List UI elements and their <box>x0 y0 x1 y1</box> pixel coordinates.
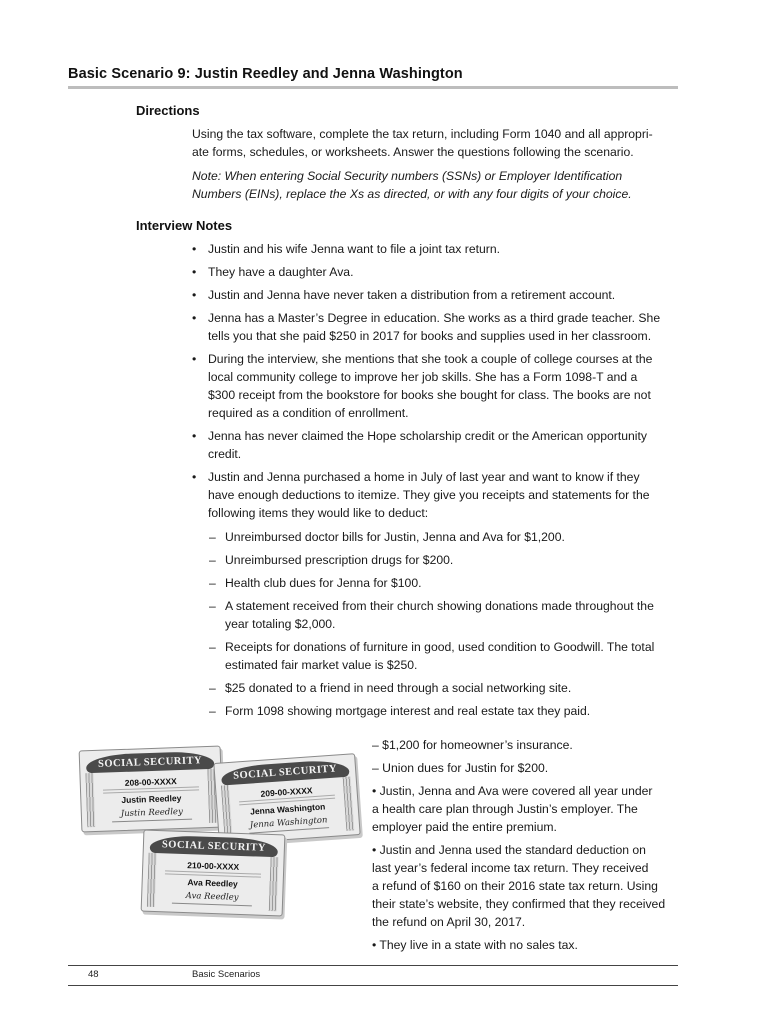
list-item-line: • Justin and Jenna used the standard deduction on <box>372 843 646 857</box>
card-ssn: 209-00-XXXX <box>260 785 313 799</box>
social-security-card-jenna <box>213 753 360 845</box>
list-item-line: the refund on April 30, 2017. <box>372 915 526 929</box>
list-item <box>192 263 674 281</box>
list-item <box>209 597 675 633</box>
list-item <box>209 679 675 697</box>
deduction-items-list <box>209 528 675 725</box>
footer-page-number: 48 <box>88 969 99 980</box>
list-item-line: Justin and his wife Jenna want to file a joint tax return. <box>208 242 500 256</box>
page-title: Basic Scenario 9: Justin Reedley and Jenna Washington <box>68 66 463 82</box>
card-signature-line <box>112 819 192 823</box>
dash-icon: – <box>209 530 216 544</box>
list-item-line: Receipts for donations of furniture in good, used condition to Goodwill. The total <box>225 640 655 654</box>
directions-heading: Directions <box>136 103 200 118</box>
dash-icon: – <box>209 704 216 718</box>
dash-icon: – <box>209 576 216 590</box>
list-item-line: Unreimbursed doctor bills for Justin, Jenna and Ava for $1,200. <box>225 530 565 544</box>
list-item <box>372 936 678 954</box>
card-name: Ava Reedley <box>187 877 238 889</box>
list-item-line: tells you that she paid $250 in 2017 for books and supplies used in her classroom. <box>208 329 652 343</box>
list-item-line: Justin and Jenna have never taken a distribution from a retirement account. <box>208 288 616 302</box>
bullet-icon: • <box>192 288 197 302</box>
interview-notes-heading: Interview Notes <box>136 218 233 233</box>
list-item-line: required as a condition of enrollment. <box>208 406 409 420</box>
dash-icon: – <box>209 599 216 613</box>
card-banner: SOCIAL SECURITY <box>221 759 350 786</box>
list-item <box>192 468 674 522</box>
list-item-line: have enough deductions to itemize. They give you receipts and statements for the <box>208 488 650 502</box>
list-item-line: They have a daughter Ava. <box>208 265 354 279</box>
list-item <box>209 702 675 720</box>
bullet-icon: • <box>192 311 197 325</box>
list-item-line: Health club dues for Jenna for $100. <box>225 576 422 590</box>
list-item-line: Form 1098 showing mortgage interest and real estate tax they paid. <box>225 704 591 718</box>
list-item <box>192 309 674 345</box>
footer-divider <box>68 965 678 966</box>
list-item-line: $300 receipt from the bookstore for books she bought for class. The books are not <box>208 388 651 402</box>
card-ssn: 210-00-XXXX <box>187 860 240 872</box>
social-security-card-justin <box>79 746 224 833</box>
list-item-line: Jenna has a Master’s Degree in education. She works as a third grade teacher. She <box>208 311 661 325</box>
bullet-icon: • <box>192 352 197 366</box>
list-item <box>209 638 675 674</box>
bullet-icon: • <box>192 242 197 256</box>
dash-icon: – <box>209 640 216 654</box>
list-item-line: last year’s federal income tax return. They received <box>372 861 649 875</box>
list-item-line: $25 donated to a friend in need through a social networking site. <box>225 681 572 695</box>
list-item-line: a refund of $160 on their 2016 state tax return. Using <box>372 879 658 893</box>
directions-text <box>192 125 672 161</box>
interview-notes-list <box>192 240 674 527</box>
card-signature: Justin Reedley <box>120 806 183 820</box>
card-signature: Jenna Washington <box>249 815 328 831</box>
list-item <box>209 528 675 546</box>
note-line: Numbers (EINs), replace the Xs as directed, or with any four digits of your choice. <box>192 187 632 201</box>
bullet-icon: • <box>192 429 197 443</box>
list-item-line: • They live in a state with no sales tax. <box>372 938 578 952</box>
list-item-line: A statement received from their church showing donations made throughout the <box>225 599 654 613</box>
list-item-line: Jenna has never claimed the Hope scholarship credit or the American opportunity <box>208 429 647 443</box>
card-name: Justin Reedley <box>121 792 182 806</box>
card-name: Jenna Washington <box>249 801 326 817</box>
list-item-line: credit. <box>208 447 242 461</box>
social-security-card-ava <box>141 830 286 917</box>
list-item-line: their state’s website, they confirmed that they received <box>372 897 666 911</box>
directions-line: ate forms, schedules, or worksheets. Answer the questions following the scenario. <box>192 145 634 159</box>
list-item-line: following items they would like to deduct: <box>208 506 429 520</box>
list-item <box>372 841 678 931</box>
card-banner: SOCIAL SECURITY <box>150 835 279 857</box>
list-item <box>372 736 678 754</box>
list-item-line: • Justin, Jenna and Ava were covered all year under <box>372 784 653 798</box>
interview-notes-continued <box>372 736 678 959</box>
list-item-line: Justin and Jenna purchased a home in July of last year and want to know if they <box>208 470 640 484</box>
list-item <box>192 240 674 258</box>
title-divider <box>68 86 678 89</box>
note-line: Note: When entering Social Security numbers (SSNs) or Employer Identification <box>192 169 623 183</box>
list-item <box>192 350 674 422</box>
list-item <box>372 759 678 777</box>
card-ssn: 208-00-XXXX <box>124 776 177 788</box>
list-item <box>192 286 674 304</box>
list-item-line: employer paid the entire premium. <box>372 820 557 834</box>
list-item-line: During the interview, she mentions that she took a couple of college courses at the <box>208 352 653 366</box>
list-item-line: – Union dues for Justin for $200. <box>372 761 549 775</box>
bullet-icon: • <box>192 265 197 279</box>
directions-note <box>192 167 672 203</box>
bullet-icon: • <box>192 470 197 484</box>
list-item-line: estimated fair market value is $250. <box>225 658 418 672</box>
list-item-line: – $1,200 for homeowner’s insurance. <box>372 738 573 752</box>
directions-line: Using the tax software, complete the tax return, including Form 1040 and all appropri- <box>192 127 653 141</box>
dash-icon: – <box>209 553 216 567</box>
list-item <box>372 782 678 836</box>
list-item <box>209 574 675 592</box>
list-item-line: local community college to improve her job skills. She has a Form 1098-T and a <box>208 370 638 384</box>
card-signature: Ava Reedley <box>185 891 239 903</box>
card-banner: SOCIAL SECURITY <box>86 751 215 773</box>
footer-section-label: Basic Scenarios <box>192 969 261 980</box>
list-item-line: a health care plan through Justin’s employer. The <box>372 802 638 816</box>
list-item <box>209 551 675 569</box>
card-signature-line <box>172 903 252 907</box>
list-item <box>192 427 674 463</box>
list-item-line: Unreimbursed prescription drugs for $200. <box>225 553 454 567</box>
list-item-line: year totaling $2,000. <box>225 617 336 631</box>
dash-icon: – <box>209 681 216 695</box>
footer-divider <box>68 985 678 986</box>
